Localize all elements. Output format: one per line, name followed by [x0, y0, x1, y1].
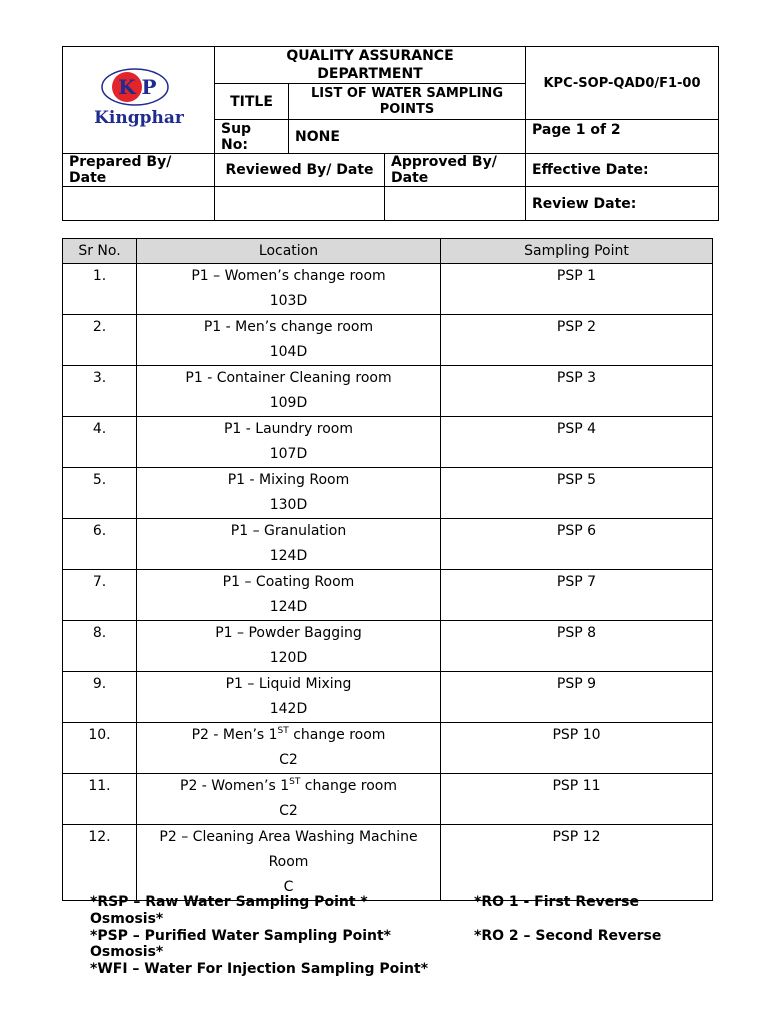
reviewed-by: Reviewed By/ Date — [215, 154, 385, 187]
location-code: 130D — [269, 497, 308, 513]
approved-line1: Approved By/ — [391, 154, 497, 170]
logo-initial-k: K — [117, 75, 136, 99]
table-row — [63, 519, 713, 570]
table-row — [63, 468, 713, 519]
approved-by — [385, 154, 526, 187]
legend-psp: *PSP – Purified Water Sampling Point* — [90, 928, 391, 944]
sampling-point-text: PSP 3 — [556, 370, 597, 386]
prepared-line1: Prepared By/ — [69, 154, 172, 170]
logo-initial-p: P — [140, 75, 157, 99]
row-number — [63, 468, 137, 519]
row-sampling-point — [441, 723, 713, 774]
location-name: P1 – Granulation — [230, 523, 347, 539]
effective-date: Effective Date: — [526, 154, 719, 187]
table-row — [63, 366, 713, 417]
row-sampling-point — [441, 468, 713, 519]
row-location — [137, 621, 441, 672]
row-number — [63, 264, 137, 315]
row-location — [137, 264, 441, 315]
location-code: C2 — [279, 752, 298, 768]
row-number-text: 3. — [92, 370, 107, 386]
row-location — [137, 366, 441, 417]
row-sampling-point — [441, 621, 713, 672]
location-name: P1 - Laundry room — [223, 421, 354, 437]
row-number-text: 8. — [92, 625, 107, 641]
row-location — [137, 570, 441, 621]
location-name — [137, 723, 440, 748]
legend-osmosis-2: Osmosis* — [90, 944, 164, 960]
row-sampling-point — [441, 570, 713, 621]
row-sampling-point — [441, 315, 713, 366]
department-cell — [215, 47, 526, 84]
sampling-point-text: PSP 10 — [552, 727, 601, 743]
row-location — [137, 315, 441, 366]
logo-brand-text: Kingphar — [93, 108, 184, 128]
sampling-point-text: PSP 11 — [552, 778, 601, 794]
company-logo — [63, 47, 215, 154]
department-line2: DEPARTMENT — [317, 66, 423, 82]
sampling-point-text: PSP 12 — [552, 829, 601, 845]
review-date: Review Date: — [526, 187, 719, 221]
row-sampling-point — [441, 774, 713, 825]
prepared-by — [63, 154, 215, 187]
table-row — [63, 723, 713, 774]
legend-osmosis-1: Osmosis* — [90, 911, 164, 927]
location-code: 104D — [269, 344, 308, 360]
row-number-text: 1. — [92, 268, 107, 284]
row-number — [63, 315, 137, 366]
row-sampling-point — [441, 417, 713, 468]
legend-ro1: *RO 1 - First Reverse — [474, 894, 639, 910]
row-number-text: 4. — [92, 421, 107, 437]
row-sampling-point — [441, 519, 713, 570]
row-number — [63, 570, 137, 621]
sup-label-line1: Sup — [221, 120, 252, 137]
location-code: 142D — [269, 701, 308, 717]
row-number — [63, 519, 137, 570]
row-number — [63, 417, 137, 468]
sampling-points-table — [62, 238, 713, 901]
location-name — [137, 774, 440, 799]
row-number-text: 2. — [92, 319, 107, 335]
legend-wfi: *WFI – Water For Injection Sampling Point* — [90, 961, 429, 977]
row-number-text: 9. — [92, 676, 107, 692]
table-row — [63, 672, 713, 723]
location-code: 120D — [269, 650, 308, 666]
table-row — [63, 417, 713, 468]
approved-line2: Date — [391, 170, 429, 186]
row-location — [137, 774, 441, 825]
location-name-part2: change room — [288, 727, 386, 743]
row-number — [63, 723, 137, 774]
location-name-cont: Room — [268, 854, 309, 870]
ordinal-superscript: ST — [289, 777, 301, 787]
row-sampling-point — [441, 825, 713, 901]
row-number-text: 5. — [92, 472, 107, 488]
legend-ro2: *RO 2 – Second Reverse — [474, 928, 662, 944]
row-location — [137, 723, 441, 774]
location-code: C — [283, 879, 294, 895]
location-name: P1 – Women’s change room — [191, 268, 386, 284]
location-name: P1 – Coating Room — [222, 574, 355, 590]
sup-label-line2: No: — [221, 136, 248, 153]
sup-label — [215, 120, 289, 154]
ordinal-superscript: ST — [277, 726, 289, 736]
title-line2: POINTS — [379, 101, 435, 117]
location-name-part1: P2 - Men’s 1 — [191, 727, 278, 743]
location-name: P2 – Cleaning Area Washing Machine — [159, 829, 418, 845]
location-name: P1 - Container Cleaning room — [185, 370, 392, 386]
location-name: P1 – Powder Bagging — [215, 625, 362, 641]
location-code: 103D — [269, 293, 308, 309]
sampling-point-text: PSP 9 — [556, 676, 597, 692]
sampling-point-text: PSP 4 — [556, 421, 597, 437]
row-number-text: 10. — [88, 727, 111, 743]
location-name: P1 - Men’s change room — [203, 319, 374, 335]
row-number — [63, 774, 137, 825]
document-code: KPC-SOP-QAD0/F1-00 — [526, 47, 719, 120]
col-header-sr-no: Sr No. — [63, 239, 137, 264]
title-label: TITLE — [215, 84, 289, 120]
location-name: P1 – Liquid Mixing — [225, 676, 352, 692]
row-sampling-point — [441, 672, 713, 723]
row-location — [137, 825, 441, 901]
reviewed-signature — [215, 187, 385, 221]
sampling-point-text: PSP 5 — [556, 472, 597, 488]
title-line1: LIST OF WATER SAMPLING — [311, 85, 503, 101]
location-name: P1 - Mixing Room — [227, 472, 350, 488]
row-number-text: 11. — [88, 778, 111, 794]
row-location — [137, 468, 441, 519]
approved-signature — [385, 187, 526, 221]
location-name-part1: P2 - Women’s 1 — [180, 778, 290, 794]
kp-logo-icon — [91, 67, 187, 129]
row-number — [63, 621, 137, 672]
page-info: Page 1 of 2 — [526, 120, 719, 154]
table-row — [63, 621, 713, 672]
sampling-point-text: PSP 7 — [556, 574, 597, 590]
location-code: 107D — [269, 446, 308, 462]
sampling-point-text: PSP 6 — [556, 523, 597, 539]
location-code: 124D — [269, 548, 308, 564]
table-header-row — [63, 239, 713, 264]
row-number-text: 12. — [88, 829, 111, 845]
legend-rsp: *RSP – Raw Water Sampling Point * — [90, 894, 368, 910]
location-code: 109D — [269, 395, 308, 411]
table-row — [63, 825, 713, 901]
sup-value: NONE — [289, 120, 526, 154]
title-value — [289, 84, 526, 120]
col-header-sampling-point: Sampling Point — [441, 239, 713, 264]
table-row — [63, 315, 713, 366]
location-code: 124D — [269, 599, 308, 615]
prepared-signature — [63, 187, 215, 221]
prepared-line2: Date — [69, 170, 107, 186]
table-row — [63, 264, 713, 315]
table-row — [63, 774, 713, 825]
table-row — [63, 570, 713, 621]
row-number — [63, 672, 137, 723]
row-number-text: 7. — [92, 574, 107, 590]
row-sampling-point — [441, 366, 713, 417]
row-sampling-point — [441, 264, 713, 315]
location-code: C2 — [279, 803, 298, 819]
location-name-part2: change room — [300, 778, 397, 794]
row-location — [137, 417, 441, 468]
sampling-point-text: PSP 1 — [556, 268, 597, 284]
row-location — [137, 672, 441, 723]
department-line1: QUALITY ASSURANCE — [286, 48, 454, 64]
col-header-location: Location — [137, 239, 441, 264]
row-number — [63, 366, 137, 417]
row-location — [137, 519, 441, 570]
row-number — [63, 825, 137, 901]
sampling-point-text: PSP 8 — [556, 625, 597, 641]
sampling-point-text: PSP 2 — [556, 319, 597, 335]
document-header — [62, 46, 719, 221]
row-number-text: 6. — [92, 523, 107, 539]
